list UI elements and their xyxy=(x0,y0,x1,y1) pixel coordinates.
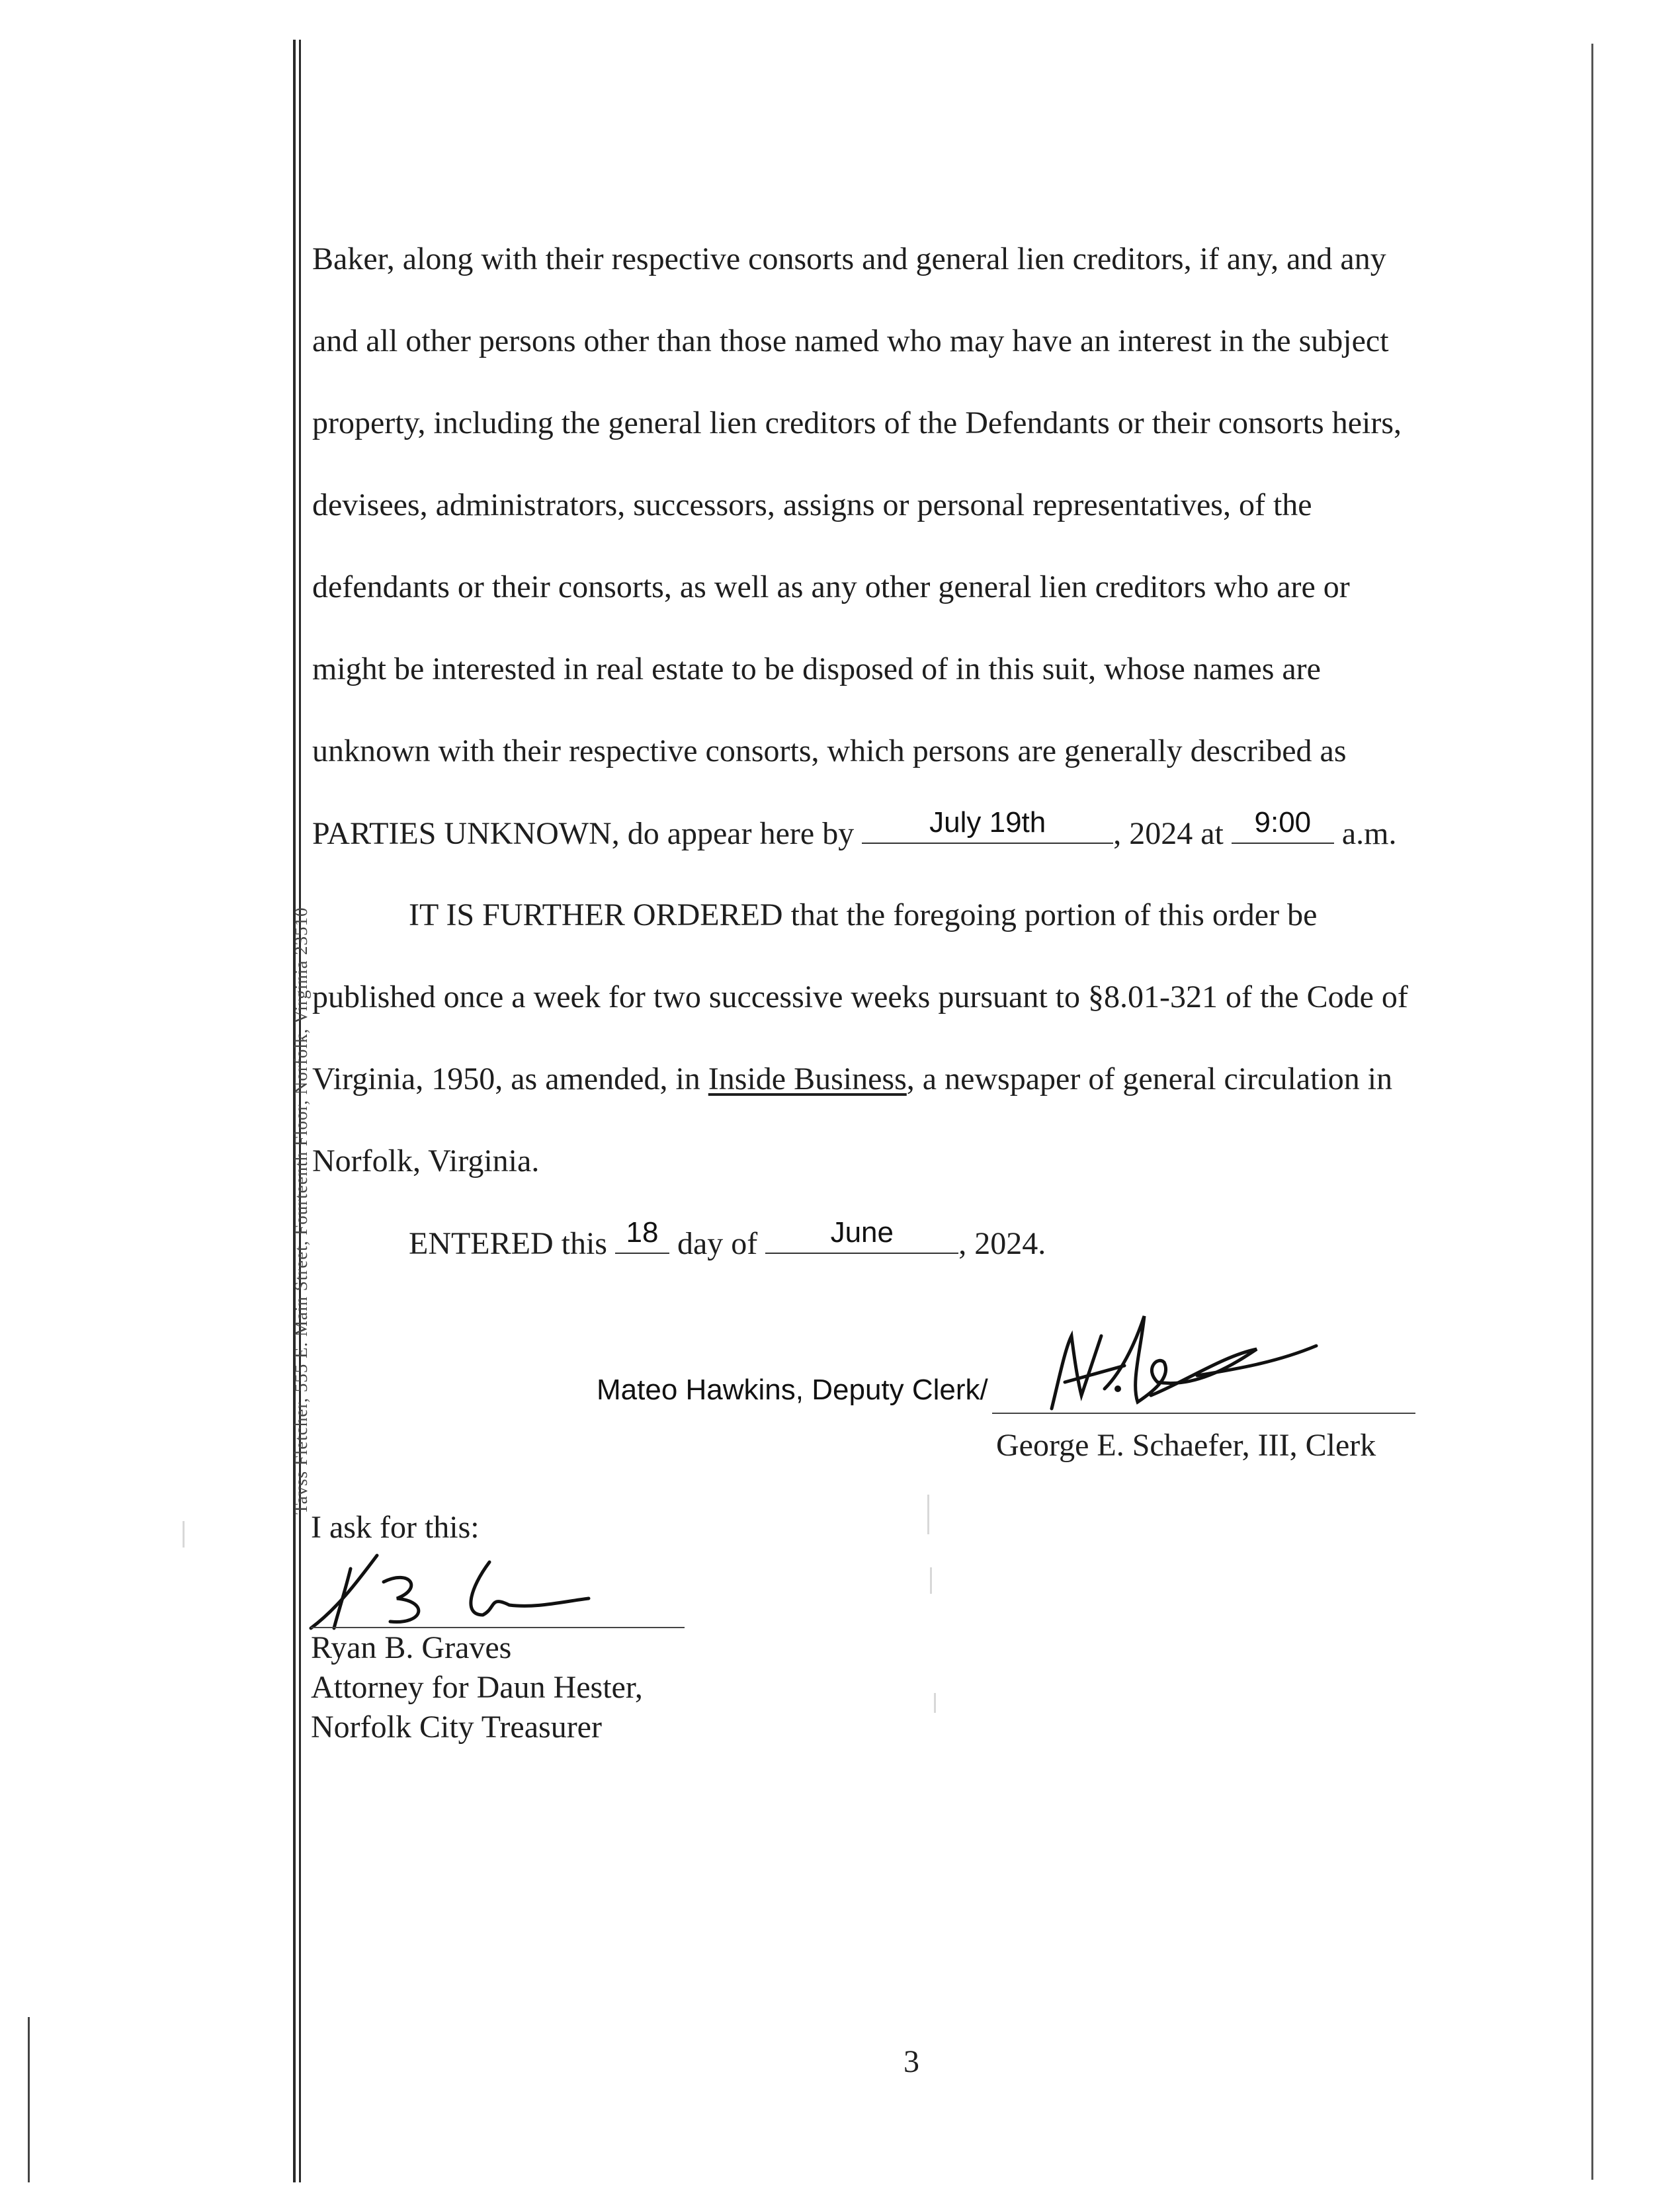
entered-prefix: ENTERED this xyxy=(409,1226,607,1261)
published-line: published once a week for two successive weeks pursuant to §8.01-321 of the Code of xyxy=(312,979,1408,1014)
virginia-line xyxy=(312,1059,1392,1099)
entered-month-blank xyxy=(765,1216,958,1254)
clerk-signature xyxy=(1025,1309,1396,1428)
body-line-1: Baker, along with their respective consorts and general lien creditors, if any, and any xyxy=(312,241,1386,276)
firm-address-sidebar: Tavss Fletcher, 555 E. Main Street, Fourteenth Floor, Norfolk, Virginia 23510 xyxy=(291,907,311,1514)
appear-line xyxy=(312,806,1397,853)
appearance-time-blank xyxy=(1232,806,1334,844)
virginia-line-prefix: Virginia, 1950, as amended, in xyxy=(312,1061,700,1096)
body-line-6: might be interested in real estate to be disposed of in this suit, whose names are xyxy=(312,651,1321,686)
appearance-time-fill: 9:00 xyxy=(1254,806,1312,839)
further-ordered-line: IT IS FURTHER ORDERED that the foregoing portion of this order be xyxy=(409,897,1318,932)
body-line-7: unknown with their respective consorts, which persons are generally described as xyxy=(312,733,1347,768)
body-line-4: devisees, administrators, successors, assigns or personal representatives, of the xyxy=(312,487,1312,522)
page-number: 3 xyxy=(903,2044,919,2079)
appear-line-year: , 2024 at xyxy=(1113,816,1224,851)
entered-year: , 2024. xyxy=(958,1226,1046,1261)
attorney-name: Ryan B. Graves xyxy=(311,1630,512,1665)
scan-artifact xyxy=(934,1693,936,1713)
newspaper-name: Inside Business xyxy=(708,1061,907,1096)
norfolk-line: Norfolk, Virginia. xyxy=(312,1143,540,1178)
virginia-line-suffix: , a newspaper of general circulation in xyxy=(906,1061,1393,1096)
scan-artifact xyxy=(183,1521,185,1548)
appearance-date-fill: July 19th xyxy=(929,806,1046,839)
scan-artifact xyxy=(927,1495,929,1534)
entered-day-fill: 18 xyxy=(626,1216,659,1249)
clerk-signature-line xyxy=(992,1413,1415,1414)
appear-line-prefix: PARTIES UNKNOWN, do appear here by xyxy=(312,816,855,851)
attorney-title: Attorney for Daun Hester, xyxy=(311,1670,643,1705)
appearance-date-blank xyxy=(862,806,1113,844)
entered-day-blank xyxy=(615,1216,669,1254)
attorney-org: Norfolk City Treasurer xyxy=(311,1710,602,1745)
scan-artifact xyxy=(930,1567,932,1594)
body-line-5: defendants or their consorts, as well as any other general lien creditors who are or xyxy=(312,569,1350,604)
body-line-2: and all other persons other than those named who may have an interest in the subject xyxy=(312,323,1389,358)
scan-mark-left xyxy=(28,2017,30,2182)
entered-line xyxy=(409,1216,1046,1263)
right-margin-rule xyxy=(1591,44,1593,2180)
clerk-name: George E. Schaefer, III, Clerk xyxy=(996,1428,1376,1463)
appear-line-suffix: a.m. xyxy=(1341,816,1397,851)
deputy-clerk-label: Mateo Hawkins, Deputy Clerk/ xyxy=(597,1374,988,1406)
body-line-3: property, including the general lien creditors of the Defendants or their consorts heirs, xyxy=(312,405,1402,440)
entered-month-fill: June xyxy=(830,1216,894,1249)
entered-day-of: day of xyxy=(677,1226,758,1261)
attorney-signature xyxy=(298,1542,602,1635)
request-label: I ask for this: xyxy=(311,1510,480,1545)
